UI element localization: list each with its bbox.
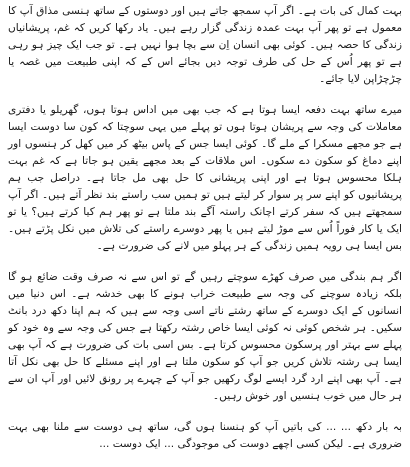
paragraph-4: بہ بار دکھ ... ... کی باتیں آپ کو ہنسنا ہوں گی، ساتھ ہی دوست سے ملنا بھی بہت ضروری ہے۔ لیکن کسی اچھے دوست کی موجودگی ... ایک دوست ... [8,421,402,450]
paragraph-2: میرے ساتھ بہت دفعہ ایسا ہوتا ہے کہ جب بھی میں اداس ہوتا ہوں، گھریلو یا دفتری معاملات کی وجہ سے پریشان ہوتا ہوں تو پہلے میں یہی سوچتا کہ کون سا دوست ایسا ہے جو مجھے مسکرا کے ملے گا۔ کوئی ایسا جس کے پاس بیٹھ کر میں کھل کر ہنسوں اور اپنے دماغ کو سکون دے سکوں۔ اس ملاقات کے بعد مجھے یقین ہو جاتا ہے کہ غم بہت ہلکا محسوس ہوتا ہے اور اپنی پریشانی کا حل بھی مل جاتا ہے۔ دراصل جب ہم پریشانیوں کو اپنے سر پر سوار کر لیتے ہیں تو ہمیں سب راستے بند نظر آتے ہیں۔ اگر آپ سمجھتے ہیں کہ سفر کرتے اچانک راستہ آگے بند ملتا ہے تو پھر ہم کیا کرتے ہیں؟ یا تو ایک یا کار فوراً اُس سے موڑ لیتے ہیں یا پھر دوسرے راستے کی تلاش میں نکل پڑتے ہیں۔ بس ایسا ہی رویہ ہمیں زندگی کے ہر پہلو میں لانے کی ضرورت ہے۔ [8,104,402,252]
paragraph-3: اگر ہم بندگی میں صرف کھڑے سوچتے رہیں گے تو اس سے نہ صرف وقت ضائع ہو گا بلکہ زیادہ سوچنے کی وجہ سے طبیعت خراب ہونے کا بھی خدشہ ہے۔ اس دنیا میں انسانوں کے ایک دوسرے کے ساتھ رشتے ناتے اسی وجہ سے ہیں کہ ہم اپنا دکھ درد بانٹ سکیں۔ ہر شخص کوئی نہ کوئی ایسا خاص رشتہ رکھتا ہے جس کی وجہ سے وہ خود کو پہلے سے بہتر اور پرسکون محسوس کرتا ہے۔ بس اسی بات کی ضرورت ہے کہ آپ بھی ایسا ہی رشتہ تلاش کریں جو آپ کو سکون ملتا ہے اور اپنے مسئلے کا حل بھی نکل آتا ہے۔ آپ بھی اپنے ارد گرد ایسے لوگ رکھیں جو آپ کے چہرے پر رونق لائیں اور آپ ان سے ہر حال میں خوب ہنسیں اور خوش رہیں۔ [8,271,402,402]
article-body [8,3,402,467]
paragraph-1: بہت کمال کی بات ہے۔ اگر آپ سمجھ جاتے ہیں اور دوستوں کے ساتھ ہنسی مذاق آپ کا معمول ہے تو پھر آپ بہت عمدہ زندگی گزار رہے ہیں۔ یاد رکھا کریں کہ غم، پریشانیاں زندگی کا حصہ ہیں۔ کوئی بھی انسان اِن سے بچا ہوا نہیں ہے۔ تو جب ایک چیز ہو رہی ہے تو پھر اُس کے حل کی طرف توجہ دیں بجائے اس کے کہ اپنی طبیعت میں غصہ یا چڑچڑاپن لایا جائے۔ [8,5,402,85]
